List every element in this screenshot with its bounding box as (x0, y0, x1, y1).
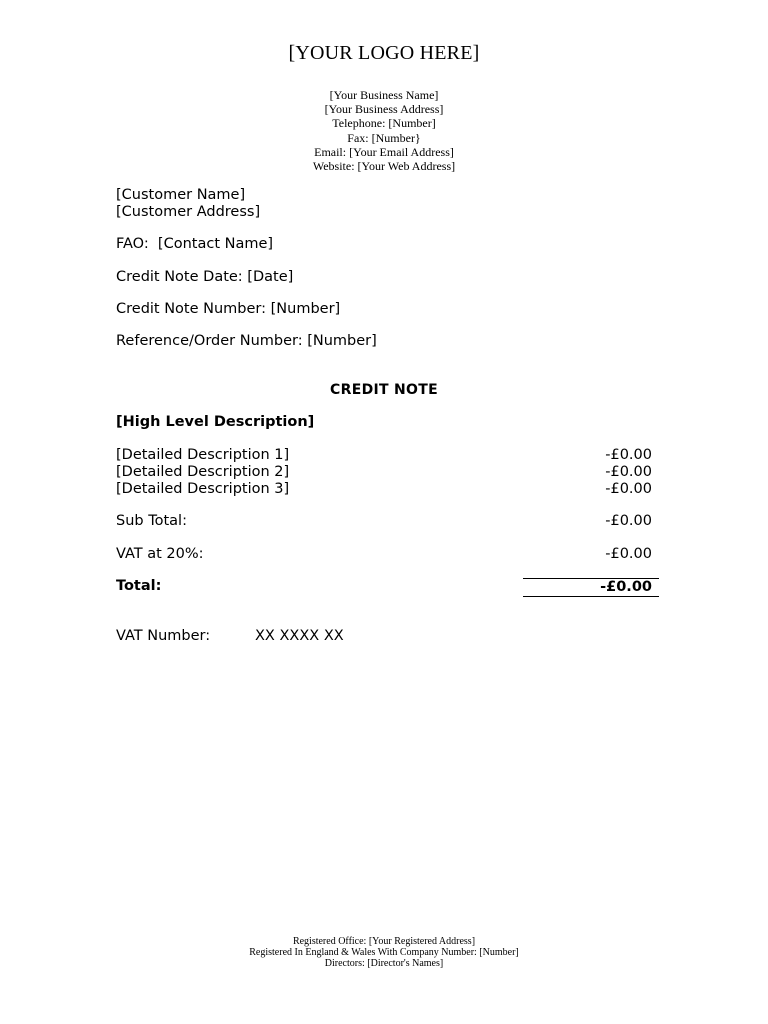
line-item-description: [Detailed Description 3] (116, 481, 290, 497)
credit-note-number: Credit Note Number: [Number] (116, 301, 341, 317)
business-telephone: Telephone: [Number] (332, 116, 436, 131)
total-amount-box (523, 578, 659, 597)
footer (0, 936, 768, 969)
document-title: CREDIT NOTE (330, 382, 438, 398)
footer-registered-office: Registered Office: [Your Registered Address] (292, 936, 476, 947)
customer-name: [Customer Name] (116, 187, 246, 203)
vat-row (116, 546, 652, 563)
line-item-description: [Detailed Description 2] (116, 464, 290, 480)
fao-line: FAO: [Contact Name] (116, 236, 274, 252)
total-row (116, 578, 659, 597)
business-fax: Fax: [Number} (347, 130, 421, 145)
line-item (116, 447, 652, 464)
vat-number-value: XX XXXX XX (255, 628, 344, 644)
customer-block (116, 187, 260, 221)
total-amount: -£0.00 (600, 579, 652, 595)
line-item (116, 464, 652, 481)
vat-label: VAT at 20%: (116, 546, 204, 562)
line-item-amount: -£0.00 (605, 481, 652, 497)
logo-placeholder: [YOUR LOGO HERE] (288, 42, 480, 64)
high-level-description: [High Level Description] (116, 414, 315, 430)
customer-address: [Customer Address] (116, 204, 261, 220)
line-item-amount: -£0.00 (605, 464, 652, 480)
reference-number: Reference/Order Number: [Number] (116, 333, 377, 349)
business-website: Website: [Your Web Address] (312, 159, 456, 174)
line-item-description: [Detailed Description 1] (116, 447, 290, 463)
credit-note-date: Credit Note Date: [Date] (116, 269, 294, 285)
line-item-amount: -£0.00 (605, 447, 652, 463)
vat-number-label: VAT Number: (116, 628, 211, 644)
line-item (116, 481, 652, 498)
footer-company-number: Registered In England & Wales With Company Number: [Number] (249, 947, 519, 958)
business-email: Email: [Your Email Address] (314, 144, 454, 159)
footer-directors: Directors: [Director's Names] (324, 958, 444, 969)
subtotal-label: Sub Total: (116, 513, 187, 529)
business-details (0, 88, 768, 173)
business-address: [Your Business Address] (324, 102, 444, 117)
vat-amount: -£0.00 (605, 546, 652, 562)
total-label: Total: (116, 578, 162, 594)
business-name: [Your Business Name] (329, 88, 439, 102)
subtotal-amount: -£0.00 (605, 513, 652, 529)
subtotal-row (116, 513, 652, 530)
